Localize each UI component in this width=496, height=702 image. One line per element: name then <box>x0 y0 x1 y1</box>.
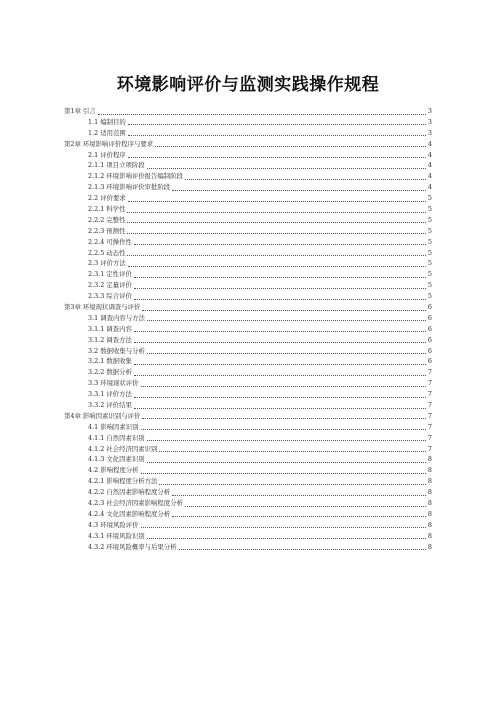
toc-entry[interactable] <box>64 313 432 324</box>
toc-entry[interactable] <box>64 520 432 531</box>
toc-entry-title: 4.3 环境风险评价 <box>88 520 139 529</box>
toc-entry[interactable] <box>64 411 432 422</box>
toc-page-number: 5 <box>427 215 432 224</box>
toc-entry-title: 2.1.3 环境影响评价审批阶段 <box>88 183 171 192</box>
toc-entry-title: 3.1.2 调查方法 <box>88 335 132 344</box>
toc-entry-title: 1.1 编制目的 <box>88 117 126 126</box>
toc-entry-title: 4.2.1 影响程度分析方法 <box>88 477 158 486</box>
toc-entry[interactable] <box>64 335 432 346</box>
toc-dot-leader <box>147 538 426 539</box>
toc-dot-leader <box>134 364 426 365</box>
toc-page-number: 5 <box>427 248 432 257</box>
toc-entry[interactable] <box>64 378 432 389</box>
toc-entry[interactable] <box>64 324 432 335</box>
toc-dot-leader <box>134 277 426 278</box>
toc-entry[interactable] <box>64 128 432 139</box>
toc-entry-title: 4.1.3 文化因素识别 <box>88 455 145 464</box>
toc-page-number: 4 <box>427 150 432 159</box>
toc-entry-title: 第1章 引言 <box>64 106 96 115</box>
document-title: 环境影响评价与监测实践操作规程 <box>116 75 380 95</box>
toc-entry-title: 2.3.3 综合评价 <box>88 292 132 301</box>
toc-entry[interactable] <box>64 204 432 215</box>
toc-page-number: 7 <box>427 411 432 420</box>
toc-entry[interactable] <box>64 258 432 269</box>
toc-entry[interactable] <box>64 106 432 117</box>
toc-dot-leader <box>134 299 426 300</box>
toc-entry[interactable] <box>64 237 432 248</box>
toc-entry-title: 4.2.4 文化因素影响程度分析 <box>88 509 171 518</box>
toc-entry-title: 2.2.2 完整性 <box>88 215 126 224</box>
toc-entry-title: 3.1 调查内容与方法 <box>88 313 145 322</box>
toc-entry-title: 4.1.2 社会经济因素识别 <box>88 444 158 453</box>
toc-dot-leader <box>127 233 425 234</box>
toc-page-number: 5 <box>427 281 432 290</box>
toc-dot-leader <box>134 397 426 398</box>
toc-page-number: 6 <box>427 346 432 355</box>
toc-entry-title: 2.2 评价要求 <box>88 194 126 203</box>
toc-entry[interactable] <box>64 433 432 444</box>
toc-dot-leader <box>147 168 426 169</box>
toc-dot-leader <box>185 179 426 180</box>
toc-dot-leader <box>185 506 426 507</box>
toc-page-number: 4 <box>427 139 432 148</box>
toc-dot-leader <box>128 201 426 202</box>
toc-page-number: 4 <box>427 183 432 192</box>
toc-entry-title: 第3章 环境现状调查与评价 <box>64 303 141 312</box>
toc-dot-leader <box>172 190 426 191</box>
toc-dot-leader <box>147 440 426 441</box>
toc-entry[interactable] <box>64 356 432 367</box>
toc-entry[interactable] <box>64 422 432 433</box>
toc-page-number: 8 <box>427 520 432 529</box>
toc-page-number: 3 <box>427 117 432 126</box>
toc-page-number: 7 <box>427 444 432 453</box>
toc-page-number: 8 <box>427 531 432 540</box>
toc-entry[interactable] <box>64 509 432 520</box>
toc-entry-title: 4.3.1 环境风险识别 <box>88 531 145 540</box>
toc-entry-title: 第2章 环境影响评价程序与要求 <box>64 139 154 148</box>
toc-dot-leader <box>128 157 426 158</box>
toc-entry[interactable] <box>64 269 432 280</box>
toc-dot-leader <box>147 320 426 321</box>
toc-page-number: 8 <box>427 509 432 518</box>
toc-entry-title: 3.1.1 调查内容 <box>88 324 132 333</box>
toc-entry-title: 4.2.2 自然因素影响程度分析 <box>88 488 171 497</box>
toc-entry[interactable] <box>64 193 432 204</box>
toc-dot-leader <box>155 146 426 147</box>
toc-page-number: 3 <box>427 106 432 115</box>
toc-dot-leader <box>134 244 426 245</box>
toc-entry-title: 2.2.3 预测性 <box>88 226 126 235</box>
toc-page-number: 8 <box>427 499 432 508</box>
toc-entry[interactable] <box>64 389 432 400</box>
toc-entry-title: 2.2.5 动态性 <box>88 248 126 257</box>
toc-entry[interactable] <box>64 117 432 128</box>
toc-dot-leader <box>141 429 426 430</box>
toc-page-number: 8 <box>427 542 432 551</box>
toc-dot-leader <box>147 462 426 463</box>
toc-dot-leader <box>128 124 426 125</box>
toc-dot-leader <box>142 310 426 311</box>
toc-page-number: 7 <box>427 390 432 399</box>
toc-page-number: 8 <box>427 466 432 475</box>
table-of-contents <box>64 106 432 553</box>
toc-page-number: 4 <box>427 161 432 170</box>
toc-entry[interactable] <box>64 476 432 487</box>
toc-page-number: 8 <box>427 477 432 486</box>
toc-entry[interactable] <box>64 171 432 182</box>
toc-entry-title: 2.2.4 可操作性 <box>88 237 132 246</box>
toc-entry[interactable] <box>64 160 432 171</box>
toc-entry-title: 2.2.1 科学性 <box>88 205 126 213</box>
toc-dot-leader <box>128 266 426 267</box>
toc-entry[interactable] <box>64 302 432 313</box>
toc-entry-title: 第4章 影响因素识别与评价 <box>64 411 141 420</box>
toc-entry-title: 2.3.1 定性评价 <box>88 270 132 279</box>
toc-page-number: 5 <box>427 226 432 235</box>
toc-entry[interactable] <box>64 455 432 466</box>
toc-entry[interactable] <box>64 498 432 509</box>
toc-entry[interactable] <box>64 346 432 357</box>
toc-page-number: 7 <box>427 379 432 388</box>
toc-dot-leader <box>134 342 426 343</box>
toc-dot-leader <box>127 255 425 256</box>
toc-dot-leader <box>128 135 426 136</box>
toc-entry[interactable] <box>64 444 432 455</box>
toc-dot-leader <box>159 484 426 485</box>
toc-dot-leader <box>98 114 426 115</box>
toc-entry[interactable] <box>64 215 432 226</box>
toc-entry[interactable] <box>64 248 432 259</box>
toc-entry-title: 4.2 影响程度分析 <box>88 466 139 475</box>
toc-dot-leader <box>142 418 426 419</box>
toc-entry[interactable] <box>64 400 432 411</box>
toc-page-number: 7 <box>427 422 432 431</box>
toc-page-number: 5 <box>427 194 432 203</box>
toc-page-number: 4 <box>427 172 432 181</box>
toc-entry-title: 2.3 评价方法 <box>88 259 126 268</box>
toc-entry-title: 4.3.2 环境风险概率与后果分析 <box>88 542 177 551</box>
toc-entry[interactable] <box>64 226 432 237</box>
toc-entry[interactable] <box>64 291 432 302</box>
toc-entry[interactable] <box>64 367 432 378</box>
toc-entry-title: 3.3.2 评价结果 <box>88 401 132 410</box>
toc-entry-title: 2.1 评价程序 <box>88 150 126 159</box>
toc-entry[interactable] <box>64 531 432 542</box>
toc-page-number: 5 <box>427 292 432 301</box>
toc-page-number: 3 <box>427 128 432 137</box>
toc-page-number: 8 <box>427 455 432 464</box>
toc-dot-leader <box>159 451 426 452</box>
toc-dot-leader <box>134 288 426 289</box>
toc-dot-leader <box>134 375 426 376</box>
toc-entry-title: 2.1.2 环境影响评价报告编制阶段 <box>88 172 183 181</box>
toc-entry[interactable] <box>64 465 432 476</box>
toc-entry-title: 3.3 环境现状评价 <box>88 379 139 388</box>
toc-page-number: 7 <box>427 401 432 410</box>
toc-page-number: 6 <box>427 357 432 366</box>
toc-page-number: 8 <box>427 488 432 497</box>
toc-entry[interactable] <box>64 150 432 161</box>
toc-entry[interactable] <box>64 487 432 498</box>
toc-entry[interactable] <box>64 280 432 291</box>
toc-page-number: 7 <box>427 368 432 377</box>
toc-page-number: 6 <box>427 324 432 333</box>
toc-page-number: 6 <box>427 303 432 312</box>
toc-dot-leader <box>141 386 426 387</box>
toc-page-number: 5 <box>427 205 432 213</box>
toc-dot-leader <box>141 527 426 528</box>
toc-page-number: 6 <box>427 313 432 322</box>
toc-entry-title: 3.2.2 数据分析 <box>88 368 132 377</box>
toc-page-number: 5 <box>427 270 432 279</box>
toc-page-number: 6 <box>427 335 432 344</box>
toc-entry-title: 4.1.1 自然因素识别 <box>88 433 145 442</box>
toc-dot-leader <box>127 222 425 223</box>
toc-dot-leader <box>179 549 426 550</box>
toc-page-number: 7 <box>427 433 432 442</box>
toc-entry-title: 1.2 适用范围 <box>88 128 126 137</box>
toc-entry-title: 2.1.1 项目立项阶段 <box>88 161 145 170</box>
toc-dot-leader <box>147 353 426 354</box>
toc-entry[interactable] <box>64 182 432 193</box>
toc-dot-leader <box>172 516 426 517</box>
toc-entry[interactable] <box>64 542 432 553</box>
toc-dot-leader <box>141 473 426 474</box>
toc-entry-title: 3.3.1 评价方法 <box>88 390 132 399</box>
toc-dot-leader <box>134 331 426 332</box>
toc-dot-leader <box>127 212 425 213</box>
toc-entry-title: 4.2.3 社会经济因素影响程度分析 <box>88 499 183 508</box>
toc-entry-title: 2.3.2 定量评价 <box>88 281 132 290</box>
toc-page-number: 5 <box>427 259 432 268</box>
toc-entry-title: 3.2.1 数据收集 <box>88 357 132 366</box>
toc-dot-leader <box>134 408 426 409</box>
toc-page-number: 5 <box>427 237 432 246</box>
toc-entry-title: 3.2 数据收集与分析 <box>88 346 145 355</box>
toc-entry[interactable] <box>64 139 432 150</box>
toc-dot-leader <box>172 495 426 496</box>
toc-entry-title: 4.1 影响因素识别 <box>88 422 139 431</box>
